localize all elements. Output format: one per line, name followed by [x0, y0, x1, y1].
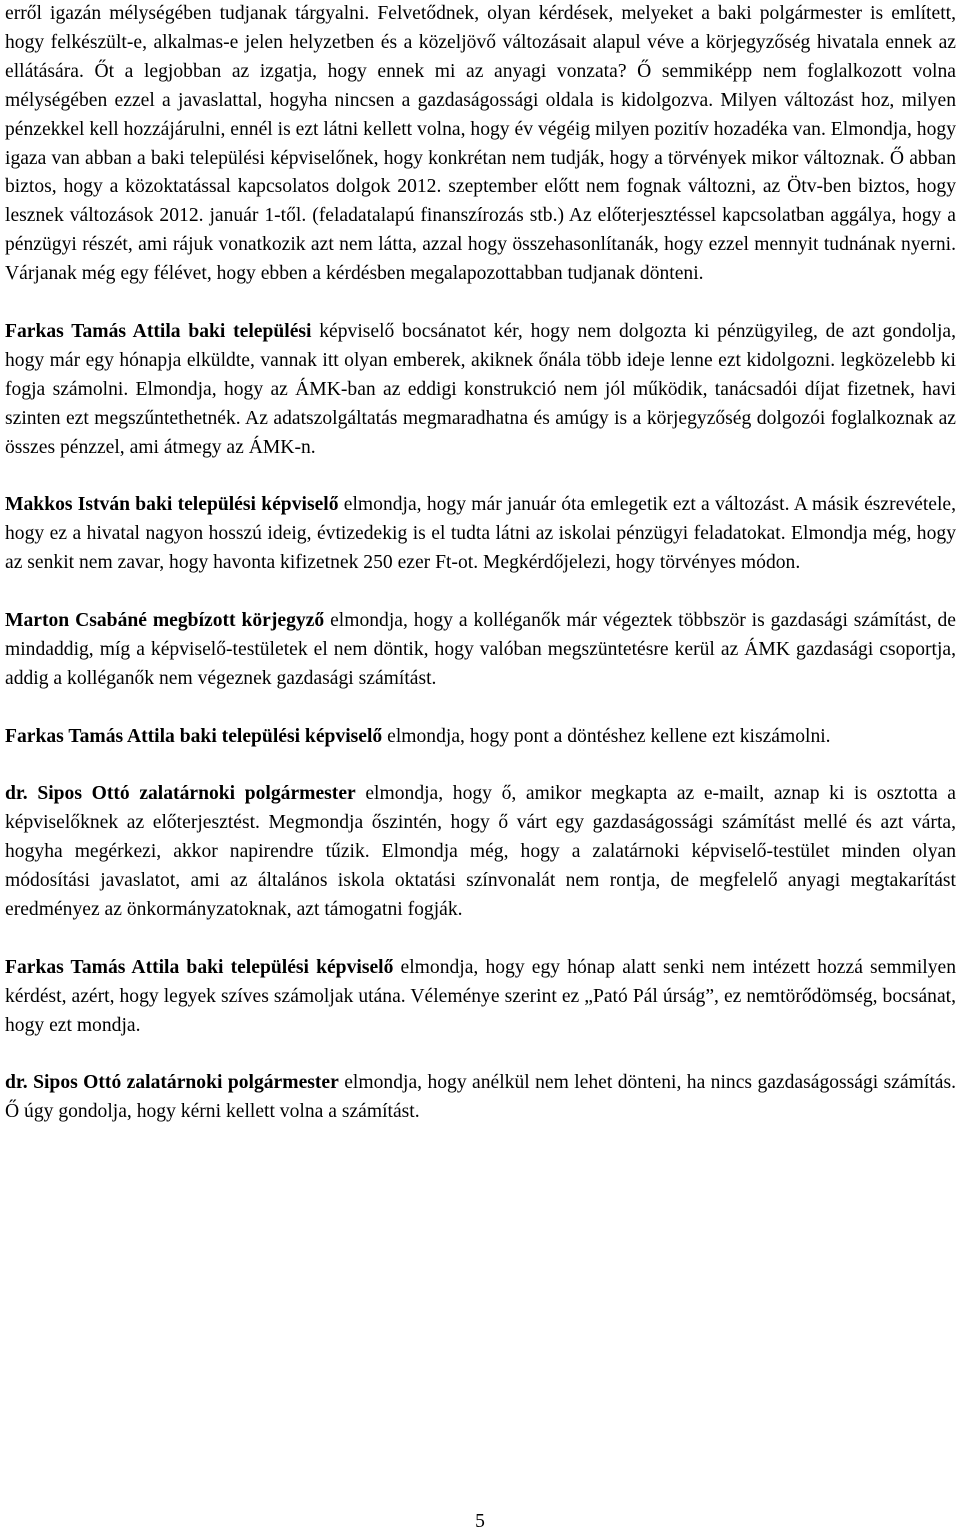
paragraph-text: képviselő bocsánatot kér, hogy nem dolgozta ki pénzügyileg, de azt gondolja, hogy már egy hónapja elküldte, vannak itt olyan emberek, akiknek őnála több ideje lenne ezt kidolgozni. legközelebb ki fogja számolni. Elmondja, hogy az ÁMK-ban az eddigi konstrukció nem jól működik, tanácsadói díjat fizetnek, havi szinten ezt megszűntethetnék. Az adatszolgáltatás megmaradhatna és amúgy is a körjegyzőség dolgozói foglalkoznak az összes pénzzel, ami átmegy az ÁMK-n.	[5, 320, 956, 458]
paragraph-2	[5, 318, 956, 463]
paragraph-4	[5, 607, 956, 694]
paragraph-7	[5, 954, 956, 1041]
speaker-name: Farkas Tamás Attila baki települési képviselő	[5, 956, 394, 978]
speaker-name: dr. Sipos Ottó zalatárnoki polgármester	[5, 783, 356, 805]
page-number: 5	[475, 1511, 485, 1532]
paragraph-text: elmondja, hogy egy hónap alatt senki nem intézett hozzá semmilyen kérdést, azért, hogy legyek szíves számoljak utána. Véleménye szerint ez „Pató Pál úrság”, ez nemtörődömség, bocsánat, hogy ezt mondja.	[5, 956, 956, 1036]
paragraph-6	[5, 780, 956, 925]
speaker-name: dr. Sipos Ottó zalatárnoki polgármester	[5, 1072, 339, 1094]
paragraph-text: elmondja, hogy pont a döntéshez kellene ezt kiszámolni.	[382, 725, 831, 747]
paragraph-text: elmondja, hogy anélkül nem lehet dönteni, ha nincs gazdaságossági számítás. Ő úgy gondolja, hogy kérni kellett volna a számítást.	[5, 1072, 956, 1123]
document-page	[5, 0, 956, 1127]
speaker-name: Farkas Tamás Attila baki települési	[5, 320, 312, 342]
speaker-name: Makkos István baki települési képviselő	[5, 494, 339, 516]
paragraph-text: elmondja, hogy ő, amikor megkapta az e-mailt, aznap ki is osztotta a képviselőknek az előterjesztést. Megmondja őszintén, hogy ő várt egy gazdaságossági számítást mellé és azt várta, hogyha megérkezi, akkor napirendre tűzik. Elmondja még, hogy a zalatárnoki képviselő-testület minden olyan módosítási javaslatot, ami az általános iskola oktatási színvonalát nem rontja, de megfelelő anyagi megtakarítást eredményez az önkormányzatoknak, azt támogatni fogják.	[5, 783, 956, 921]
paragraph-text: elmondja, hogy már január óta emlegetik ezt a változást. A másik észrevétele, hogy ez a hivatal nagyon hosszú ideig, évtizedekig is el tudta látni az iskolai pénzügyi feladatokat. Elmondja még, hogy az senkit nem zavar, hogy havonta kifizetnek 250 ezer Ft-ot. Megkérdőjelezi, hogy törvényes módon.	[5, 494, 957, 574]
paragraph-5	[5, 723, 956, 752]
speaker-name: Farkas Tamás Attila baki települési képviselő	[5, 725, 383, 747]
paragraph-text: erről igazán mélységében tudjanak tárgyalni. Felvetődnek, olyan kérdések, melyeket a baki polgármester is említett, hogy felkészült-e, alkalmas-e jelen helyzetben és a közeljövő változásait alapul véve a körjegyzőség hivatala ennek az ellátására. Őt a legjobban az izgatja, hogy ennek mi az anyagi vonzata? Ő semmiképp nem foglalkozott volna mélységében ezzel a javaslattal, hogyha nincsen a gazdaságossági oldala is kidolgozva. Milyen változást hoz, milyen pénzekkel kell hozzájárulni, ennél is ezt látni kellett volna, hogy év végéig milyen pozitív hozadéka van. Elmondja, hogy igaza van abban a baki települési képviselőnek, hogy konkrétan nem tudják, hogy a törvények mikor változnak. Ő abban biztos, hogy a közoktatással kapcsolatos dolgok 2012. szeptember előtt nem fognak változni, az Ötv-ben biztos, hogy lesznek változások 2012. január 1-től. (feladatalapú finanszírozás stb.) Az előterjesztéssel kapcsolatban aggálya, hogy a pénzügyi részét, ami rájuk vonatkozik azt nem látta, azzal hogy összehasonlítanák, hogy ezzel mennyit tudnának nyerni. Várjanak még egy félévet, hogy ebben a kérdésben megalapozottabban tudjanak dönteni.	[5, 3, 956, 285]
paragraph-3	[5, 491, 956, 578]
paragraph-text: elmondja, hogy a kolléganők már végeztek többször is gazdasági számítást, de mindaddig, míg a képviselő-testületek el nem döntik, hogy valóban megszüntetésre kerül az ÁMK gazdasági csoportja, addig a kolléganők nem végeznek gazdasági számítást.	[5, 609, 956, 689]
paragraph-1	[5, 0, 956, 289]
paragraph-8	[5, 1069, 956, 1127]
speaker-name: Marton Csabáné megbízott körjegyző	[5, 609, 325, 631]
